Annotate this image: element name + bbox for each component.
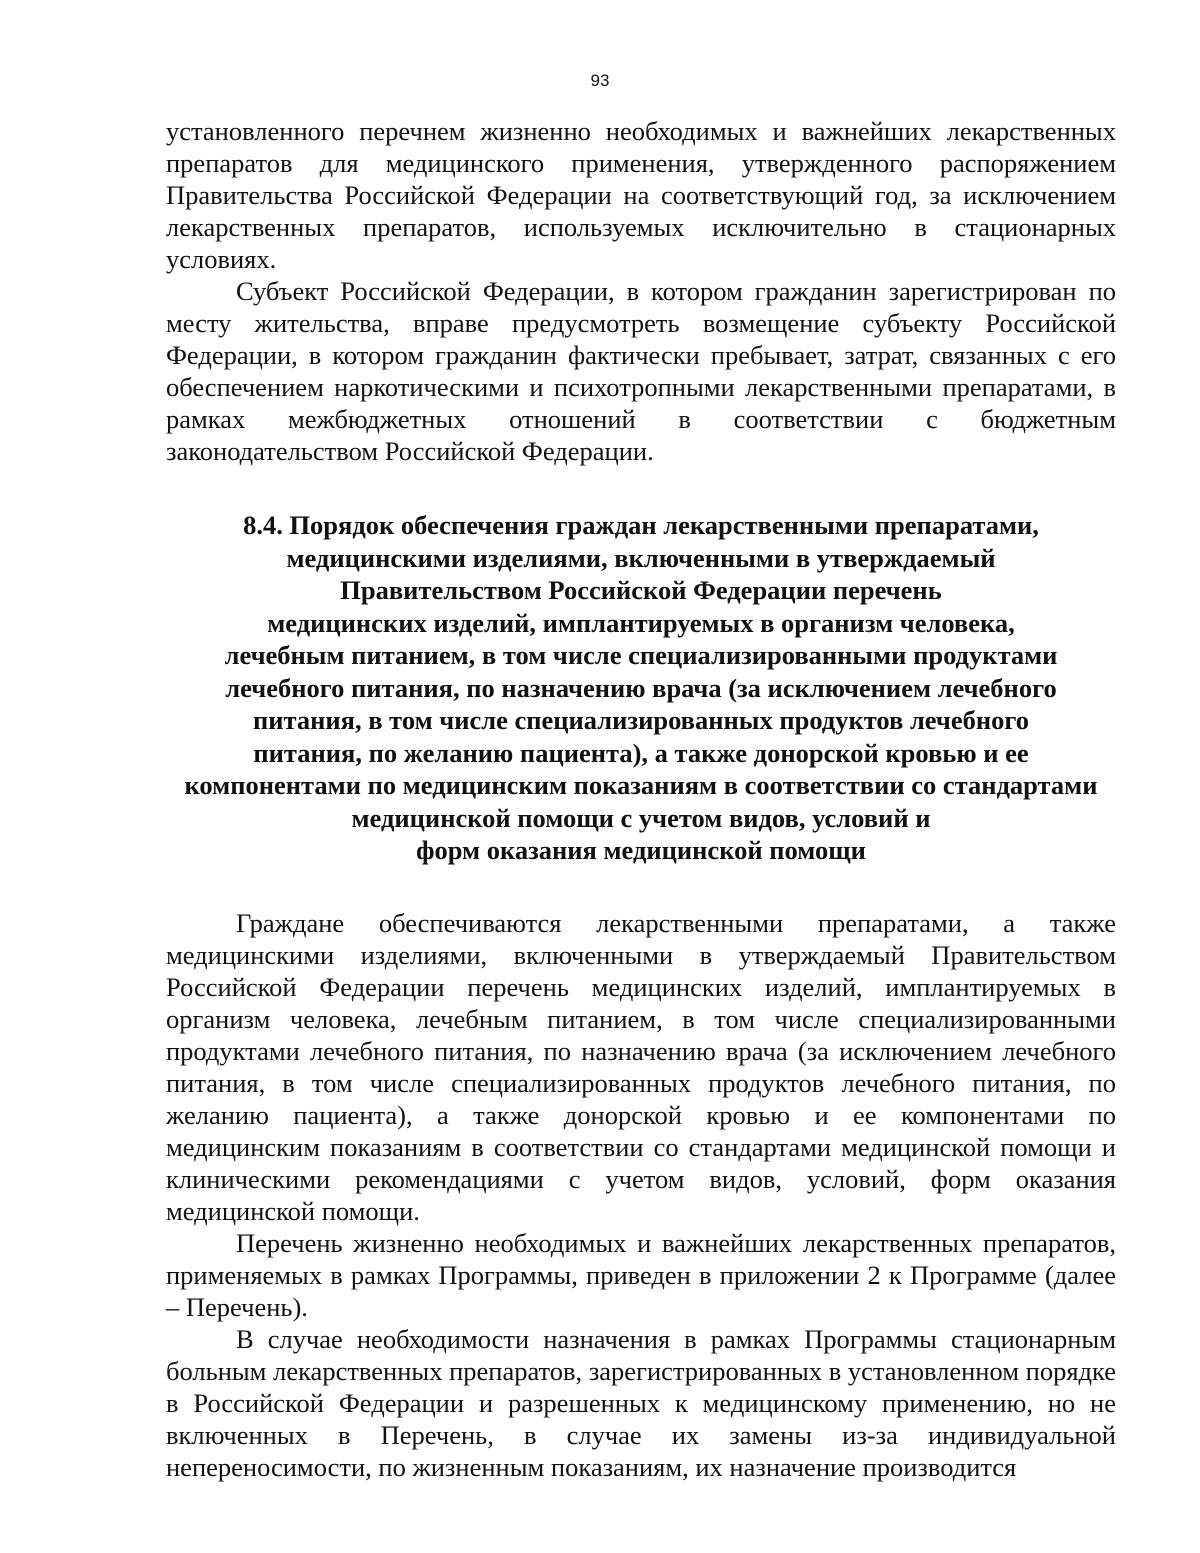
paragraph-subject-reimbursement: Субъект Российской Федерации, в котором гражданин зарегистрирован по месту жительства, вправе предусмотреть возмещение субъекту Российской Федерации, в котором гражданин фактически пребывает, затрат, связанных с его обеспечением наркотическими и психотропными лекарственными препаратами, в рамках межбюджетных отношений в соответствии с бюджетным законодательством Российской Федерации. [166,276,1116,466]
heading-line: 8.4. Порядок обеспечения граждан лекарственными препаратами, [243,510,1039,540]
heading-line: медицинских изделий, имплантируемых в организм человека, [267,607,1015,638]
heading-line: компонентами по медицинским показаниям в соответствии со стандартами [184,770,1098,800]
paragraph-citizens-provided: Граждане обеспечиваются лекарственными препаратами, а также медицинскими изделиями, включенными в утверждаемый Правительством Российской Федерации перечень медицинских изделий, имплантируемых в организм человека, лечебным питанием, в том числе специализированными продуктами лечебного питания, по назначению врача (за исключением лечебного питания, в том числе специализированных продуктов лечебного питания, по желанию пациента), а также донорской кровью и ее компонентами по медицинским показаниям в соответствии со стандартами медицинской помощи и клиническими рекомендациями с учетом видов, условий, форм оказания медицинской помощи. [166,907,1116,1226]
paragraph-continuation: установленного перечнем жизненно необходимых и важнейших лекарственных препаратов для медицинского применения, утвержденного распоряжением Правительства Российской Федерации на соответствующий год, за исключением лекарственных препаратов, используемых исключительно в стационарных условиях. [166,116,1116,274]
heading-line: питания, в том числе специализированных продуктов лечебного [252,705,1030,735]
paragraph-list-reference: Перечень жизненно необходимых и важнейших лекарственных препаратов, применяемых в рамках Программы, приведен в приложении 2 к Программе (далее – Перечень). [166,1227,1116,1322]
heading-line: медицинскими изделиями, включенными в утверждаемый [286,542,996,573]
heading-line: лечебного питания, по назначению врача (за исключением лечебного [225,672,1057,703]
paragraph-inpatient-prescription: В случае необходимости назначения в рамках Программы стационарным больным лекарственных препаратов, зарегистрированных в установленном порядке в Российской Федерации и разрешенных к медицинскому применению, но не включенных в Перечень, в случае их замены из-за индивидуальной непереносимости, по жизненным показаниям, их назначение производится [166,1323,1116,1482]
heading-line: питания, по желанию пациента), а также донорской кровью и ее [253,737,1029,768]
heading-line: медицинской помощи с учетом видов, условий и [351,802,931,833]
section-heading [166,509,1116,867]
document-body [166,115,1116,1483]
page-number: 93 [590,71,610,90]
heading-line: форм оказания медицинской помощи [416,835,866,865]
heading-line: лечебным питанием, в том числе специализированными продуктами [224,640,1058,670]
heading-line: Правительством Российской Федерации перечень [340,575,942,605]
